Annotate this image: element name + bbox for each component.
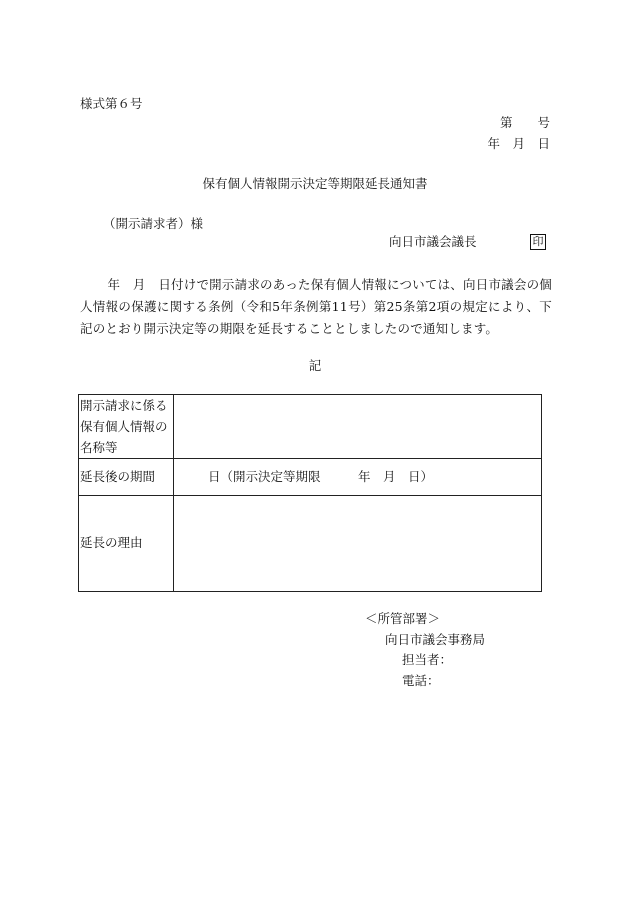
- contact-person: 担当者：: [402, 652, 453, 667]
- table-row: [79, 496, 542, 592]
- table-value-cell: [174, 459, 542, 496]
- document-number: 第 号: [499, 115, 550, 130]
- table-label-cell: 開示請求に係る保有個人情報の名称等: [79, 395, 174, 459]
- ki-heading: 記: [308, 358, 322, 373]
- table-row: [79, 459, 542, 496]
- sender-name: 向日市議会議長: [389, 234, 477, 249]
- form-number: 様式第６号: [80, 96, 143, 111]
- notice-body-text: 年 月 日付けで開示請求のあった保有個人情報については、向日市議会の個人情報の保護に関する条例（令和5年条例第11号）第25条第2項の規定により、下記のとおり開示決定等の期限を延長することとしましたので通知します。: [80, 277, 552, 336]
- detail-table: [78, 394, 542, 592]
- seal-stamp: 印: [530, 234, 546, 250]
- document-title: 保有個人情報開示決定等期限延長通知書: [202, 176, 428, 191]
- table-value-text: [175, 418, 208, 433]
- table-value-text: [175, 535, 208, 550]
- table-value-cell: [174, 395, 542, 459]
- department-name: 向日市議会事務局: [385, 632, 486, 647]
- document-date: 年 月 日: [487, 136, 550, 151]
- contact-phone: 電話：: [402, 673, 440, 688]
- department-header: ＜所管部署＞: [365, 611, 441, 626]
- table-label-cell: 延長後の期間: [79, 459, 174, 496]
- table-value-text: 日（開示決定等期限 年 月 日）: [208, 468, 434, 484]
- table-row: [79, 395, 542, 459]
- table-label-cell: 延長の理由: [79, 496, 174, 592]
- addressee: （開示請求者）様: [103, 216, 204, 231]
- table-value-cell: [174, 496, 542, 592]
